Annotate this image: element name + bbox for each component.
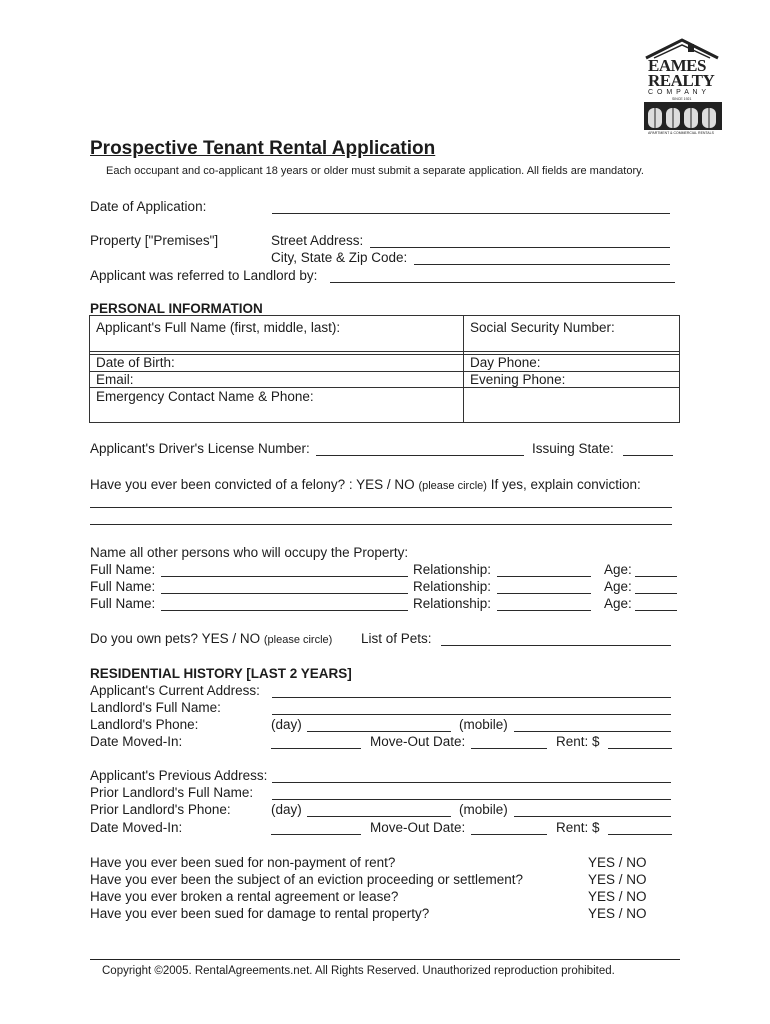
moved-in-line[interactable]	[271, 748, 361, 749]
prior-landlord-phone-day-line[interactable]	[307, 816, 451, 817]
current-address-label: Applicant's Current Address:	[90, 683, 260, 698]
emergency-contact-label: Emergency Contact Name & Phone:	[96, 389, 314, 404]
occupant-3-age-line[interactable]	[635, 610, 677, 611]
property-label: Property ["Premises"]	[90, 233, 219, 248]
move-out-line[interactable]	[471, 748, 547, 749]
table-divider-4	[89, 387, 679, 388]
date-of-application-label: Date of Application:	[90, 199, 207, 214]
ssn-label: Social Security Number:	[470, 320, 615, 335]
occupant-2-age-label: Age:	[604, 579, 632, 594]
logo-line3: C O M P A N Y	[648, 89, 708, 96]
question-3: Have you ever broken a rental agreement or lease?	[90, 889, 399, 904]
occupant-3-age-label: Age:	[604, 596, 632, 611]
logo-line2: REALTY	[648, 71, 715, 90]
evening-phone-label: Evening Phone:	[470, 372, 566, 387]
question-4: Have you ever been sued for damage to rental property?	[90, 906, 430, 921]
city-state-zip-line[interactable]	[414, 264, 670, 265]
occupant-1-age-label: Age:	[604, 562, 632, 577]
landlord-name-line[interactable]	[272, 714, 671, 715]
occupant-3-name-line[interactable]	[161, 610, 408, 611]
occupant-3-name-label: Full Name:	[90, 596, 156, 611]
referred-by-label: Applicant was referred to Landlord by:	[90, 268, 318, 283]
prior-landlord-phone-day-label: (day)	[271, 802, 302, 817]
street-address-label: Street Address:	[271, 233, 364, 248]
pets-question	[90, 631, 332, 646]
prior-landlord-phone-mobile-line[interactable]	[514, 816, 671, 817]
moved-in-label: Date Moved-In:	[90, 734, 183, 749]
occupant-3-rel-label: Relationship:	[413, 596, 492, 611]
date-of-application-line[interactable]	[272, 213, 670, 214]
occupant-2-name-label: Full Name:	[90, 579, 156, 594]
city-state-zip-label: City, State & Zip Code:	[271, 250, 408, 265]
landlord-phone-day-line[interactable]	[307, 731, 451, 732]
issuing-state-line[interactable]	[623, 455, 673, 456]
landlord-phone-mobile-label: (mobile)	[459, 717, 508, 732]
footer-copyright: Copyright ©2005. RentalAgreements.net. All Rights Reserved. Unauthorized reproduction prohibited.	[102, 965, 615, 977]
previous-address-line[interactable]	[272, 782, 671, 783]
rent-2-line[interactable]	[608, 834, 672, 835]
moved-in-2-label: Date Moved-In:	[90, 820, 183, 835]
landlord-phone-day-label: (day)	[271, 717, 302, 732]
occupant-3-rel-line[interactable]	[497, 610, 591, 611]
rent-line[interactable]	[608, 748, 672, 749]
license-number-label: Applicant's Driver's License Number:	[90, 441, 310, 456]
issuing-state-label: Issuing State:	[532, 441, 614, 456]
answer-3[interactable]: YES / NO	[588, 889, 647, 904]
personal-information-heading: PERSONAL INFORMATION	[90, 301, 263, 316]
table-divider-3	[89, 371, 679, 372]
page-title: Prospective Tenant Rental Application	[90, 138, 436, 159]
felony-question-text: Have you ever been convicted of a felony? : YES / NO	[90, 477, 415, 492]
license-number-line[interactable]	[316, 455, 524, 456]
answer-1[interactable]: YES / NO	[588, 855, 647, 870]
occupant-2-rel-line[interactable]	[497, 593, 591, 594]
occupant-1-age-line[interactable]	[635, 576, 677, 577]
residential-history-heading: RESIDENTIAL HISTORY [LAST 2 YEARS]	[90, 666, 352, 681]
table-divider-vertical	[463, 315, 464, 422]
logo-line1: EAMES	[648, 56, 706, 75]
felony-circle-note: (please circle)	[418, 480, 487, 492]
email-label: Email:	[96, 372, 134, 387]
felony-explain-label: If yes, explain conviction:	[490, 477, 641, 492]
pets-circle-note: (please circle)	[263, 634, 333, 646]
building-icon	[644, 102, 722, 130]
occupant-2-rel-label: Relationship:	[413, 579, 492, 594]
prior-landlord-name-line[interactable]	[272, 799, 671, 800]
logo-line5: APARTMENT & COMMERCIAL RENTALS	[648, 131, 714, 135]
dob-label: Date of Birth:	[96, 355, 175, 370]
page-subtitle: Each occupant and co-applicant 18 years or older must submit a separate application. All fields are mandatory.	[106, 165, 644, 177]
company-logo	[642, 36, 722, 136]
occupant-2-name-line[interactable]	[161, 593, 408, 594]
logo-line4: SINCE 1921	[672, 97, 692, 101]
pets-list-label: List of Pets:	[361, 631, 432, 646]
prior-landlord-name-label: Prior Landlord's Full Name:	[90, 785, 254, 800]
footer-divider	[90, 959, 680, 960]
occupant-1-name-label: Full Name:	[90, 562, 156, 577]
current-address-line[interactable]	[272, 697, 671, 698]
landlord-phone-label: Landlord's Phone:	[90, 717, 199, 732]
occupant-1-rel-line[interactable]	[497, 576, 591, 577]
move-out-label: Move-Out Date:	[370, 734, 466, 749]
answer-2[interactable]: YES / NO	[588, 872, 647, 887]
table-divider-1	[89, 351, 679, 352]
answer-4[interactable]: YES / NO	[588, 906, 647, 921]
street-address-line[interactable]	[370, 247, 670, 248]
felony-explain-line-1[interactable]	[90, 507, 672, 508]
rent-label: Rent: $	[556, 734, 600, 749]
table-divider-2	[89, 354, 679, 355]
rent-2-label: Rent: $	[556, 820, 600, 835]
occupant-1-rel-label: Relationship:	[413, 562, 492, 577]
prior-landlord-phone-mobile-label: (mobile)	[459, 802, 508, 817]
prior-landlord-phone-label: Prior Landlord's Phone:	[90, 802, 231, 817]
move-out-2-label: Move-Out Date:	[370, 820, 466, 835]
previous-address-label: Applicant's Previous Address:	[90, 768, 268, 783]
move-out-2-line[interactable]	[471, 834, 547, 835]
occupants-heading: Name all other persons who will occupy the Property:	[90, 545, 409, 560]
question-2: Have you ever been the subject of an eviction proceeding or settlement?	[90, 872, 524, 887]
pets-question-text: Do you own pets? YES / NO	[90, 631, 261, 646]
question-1: Have you ever been sued for non-payment of rent?	[90, 855, 396, 870]
felony-explain-line-2[interactable]	[90, 524, 672, 525]
moved-in-2-line[interactable]	[271, 834, 361, 835]
referred-by-line[interactable]	[330, 282, 675, 283]
occupant-1-name-line[interactable]	[161, 576, 408, 577]
occupant-2-age-line[interactable]	[635, 593, 677, 594]
landlord-name-label: Landlord's Full Name:	[90, 700, 221, 715]
day-phone-label: Day Phone:	[470, 355, 541, 370]
felony-question	[90, 477, 641, 492]
pets-list-line[interactable]	[441, 645, 671, 646]
landlord-phone-mobile-line[interactable]	[514, 731, 671, 732]
full-name-label: Applicant's Full Name (first, middle, last):	[96, 320, 341, 335]
